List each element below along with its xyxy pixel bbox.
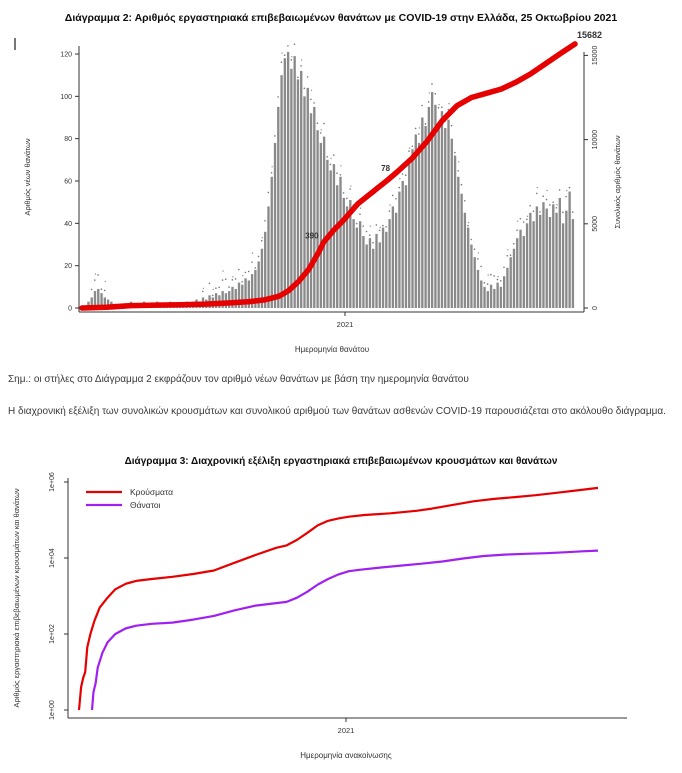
bar-value-speck — [379, 230, 381, 232]
bar-value-speck — [212, 295, 214, 297]
bar-value-speck — [252, 252, 253, 253]
bar — [513, 249, 515, 308]
bar-value-speck — [321, 129, 322, 130]
bar — [346, 206, 348, 308]
chart3-legend-group — [86, 487, 173, 510]
bar-value-speck — [277, 96, 279, 98]
bar — [562, 223, 564, 308]
chart3-xtick-label: 2021 — [337, 726, 355, 735]
bar — [385, 232, 387, 308]
bar — [523, 236, 525, 308]
bar-value-speck — [457, 170, 459, 172]
bar — [519, 230, 521, 308]
bar-value-speck — [418, 133, 420, 135]
bar-value-speck — [261, 240, 263, 242]
chart2-ylabel-right: Συνολικός αριθμός θανάτων — [613, 135, 622, 229]
chart3-ylabel: Αριθμός εργαστηριακά επιβεβαιωμένων κρουσμάτων και θανάτων — [12, 488, 21, 708]
bar-value-speck — [526, 219, 528, 221]
bar-value-speck — [537, 187, 538, 188]
bar-value-speck — [97, 274, 99, 276]
chart3-y-tick-label: 1e+06 — [49, 472, 56, 492]
bar-value-speck — [101, 288, 103, 290]
bar — [411, 149, 413, 308]
bar — [444, 128, 446, 308]
bar — [395, 213, 397, 308]
bar-value-speck — [232, 276, 233, 277]
bar-value-speck — [274, 135, 276, 137]
chart2-left-tick-label: 80 — [64, 136, 72, 144]
chart2-left-tick-label: 60 — [64, 178, 72, 186]
bar — [477, 270, 479, 308]
bar-value-speck — [402, 173, 404, 175]
bar — [264, 232, 266, 308]
bar — [500, 287, 502, 308]
bar — [352, 219, 354, 308]
bar-value-speck — [343, 192, 345, 194]
bar-value-speck — [412, 145, 414, 147]
bar-value-speck — [218, 287, 220, 289]
bar-value-speck — [251, 261, 253, 263]
bar-value-speck — [366, 231, 368, 233]
bar — [359, 221, 361, 308]
bar-value-speck — [513, 243, 515, 245]
bar-value-speck — [336, 172, 338, 174]
bar — [510, 257, 512, 308]
bar-value-speck — [225, 278, 227, 280]
bar-value-speck — [431, 83, 433, 85]
bar-value-speck — [235, 278, 237, 280]
bar-value-speck — [467, 225, 469, 227]
bar-value-speck — [559, 189, 561, 191]
bar — [480, 280, 482, 308]
bar-value-speck — [434, 93, 436, 95]
bar — [565, 211, 567, 308]
bar — [372, 249, 374, 308]
bar-value-speck — [350, 185, 351, 186]
bar — [546, 209, 548, 308]
bar-value-speck — [304, 88, 306, 90]
bar-value-speck — [346, 198, 348, 200]
bar — [388, 219, 390, 308]
bar — [362, 236, 364, 308]
bar-value-speck — [209, 283, 211, 285]
bar-value-speck — [517, 220, 518, 221]
bar-value-speck — [441, 106, 443, 108]
bar-value-speck — [356, 223, 358, 225]
bar-value-speck — [326, 156, 328, 158]
bar-value-speck — [549, 204, 551, 206]
paragraph-text: Η διαχρονική εξέλιξη των συνολικών κρουσμάτων και συνολικού αριθμού των θανάτων ασθενών COVID-19 παρουσιάζεται στο ακόλουθο διάγραμμα. — [8, 406, 666, 417]
bar — [438, 122, 440, 308]
bar — [336, 185, 338, 308]
bar — [559, 198, 561, 308]
bar-value-speck — [290, 59, 292, 61]
bar — [464, 213, 466, 308]
bar-value-speck — [516, 229, 518, 231]
bar-value-speck — [542, 195, 544, 197]
bar-value-speck — [451, 125, 453, 127]
bar-value-speck — [503, 266, 505, 268]
bar — [493, 289, 495, 308]
bar — [474, 257, 476, 308]
bar-value-speck — [429, 92, 430, 93]
bar-value-speck — [291, 56, 292, 57]
bar-value-speck — [320, 132, 322, 134]
note-text: Σημ.: οι στήλες στο Διάγραμμα 2 εκφράζουν τον αριθμό νέων θανάτων με βάση την ημερομηνία θανάτου — [8, 374, 469, 385]
series-line — [92, 551, 598, 710]
chart2-left-tick-label: 0 — [68, 305, 72, 313]
bar — [529, 213, 531, 308]
chart3-xlabel: Ημερομηνία ανακοίνωσης — [300, 751, 392, 760]
bar-value-speck — [395, 198, 397, 200]
bar — [323, 137, 325, 308]
bar — [408, 164, 410, 308]
bar-value-speck — [497, 276, 498, 277]
bar — [267, 206, 269, 308]
bar — [333, 164, 335, 308]
bar — [405, 185, 407, 308]
bar-value-speck — [421, 105, 423, 107]
bar-value-speck — [562, 212, 564, 214]
bar — [382, 228, 384, 308]
bar — [506, 268, 508, 308]
bar — [441, 111, 443, 308]
bar-value-speck — [248, 271, 250, 273]
bar-value-speck — [392, 195, 394, 197]
bar-value-speck — [323, 123, 325, 125]
bar-value-speck — [478, 252, 479, 253]
bar-value-speck — [215, 287, 217, 289]
bar — [496, 283, 498, 308]
bar — [483, 287, 485, 308]
bar — [532, 221, 534, 308]
bar-value-speck — [203, 288, 204, 289]
chart3-title: Διάγραμμα 3: Διαχρονική εξέλιξη εργαστηριακά επιβεβαιωμένων κρουσμάτων και θανάτων — [124, 456, 558, 467]
bar-value-speck — [405, 174, 407, 176]
legend-label: Κρούσματα — [130, 487, 174, 497]
bar-value-speck — [284, 54, 286, 56]
bar — [418, 143, 420, 308]
bar — [526, 223, 528, 308]
bar-value-speck — [520, 218, 522, 220]
bar-value-speck — [380, 227, 381, 228]
bar — [415, 134, 417, 308]
chart2-right-tick-label: 15000 — [592, 45, 599, 66]
bar-value-speck — [271, 172, 273, 174]
bar-value-speck — [362, 225, 364, 227]
bar-value-speck — [438, 104, 439, 105]
bar-value-speck — [232, 279, 234, 281]
bar-value-speck — [565, 196, 567, 198]
bar-value-speck — [340, 174, 342, 176]
legend-label: Θάνατοι — [130, 500, 161, 510]
bar-value-speck — [533, 210, 535, 212]
bar-value-speck — [222, 270, 223, 271]
bar-value-speck — [569, 187, 571, 189]
bar-value-speck — [506, 255, 508, 257]
bar-value-speck — [488, 274, 489, 275]
bar — [536, 206, 538, 308]
chart2-ylabel-left: Αριθμός νέων θανάτων — [23, 138, 32, 216]
bar-value-speck — [490, 274, 492, 276]
bar — [451, 139, 453, 308]
bar-value-speck — [310, 98, 312, 100]
bar-value-speck — [507, 249, 508, 250]
bar-value-speck — [461, 184, 463, 186]
bar-value-speck — [300, 65, 302, 67]
bar-value-speck — [254, 267, 256, 269]
bar — [280, 75, 282, 308]
bar — [460, 194, 462, 308]
bar-value-speck — [271, 166, 272, 167]
chart2-bars-group — [84, 43, 574, 308]
chart3-y-tick-label: 1e+02 — [49, 624, 56, 644]
chart2-title: Διάγραμμα 2: Αριθμός εργαστηριακά επιβεβαιωμένων θανάτων με COVID-19 στην Ελλάδα, 25 Οκτωβρίου 2021 — [64, 12, 618, 24]
bar — [542, 202, 544, 308]
chart3-y-tick-label: 1e+04 — [49, 548, 56, 568]
bar-value-speck — [546, 190, 547, 191]
bar — [568, 192, 570, 308]
bar — [503, 276, 505, 308]
bar-value-speck — [376, 224, 378, 226]
chart2-left-tick-label: 120 — [60, 51, 72, 59]
bar-value-speck — [529, 205, 531, 207]
bar-value-speck — [527, 216, 528, 217]
bar-value-speck — [104, 290, 106, 292]
bar-value-speck — [333, 154, 335, 156]
bar-value-speck — [389, 210, 391, 212]
series-line — [79, 488, 598, 710]
bar-value-speck — [385, 226, 387, 228]
bar-value-speck — [94, 279, 96, 281]
bar — [379, 242, 381, 308]
bar-value-speck — [258, 256, 260, 258]
bar-value-speck — [399, 178, 400, 179]
bar — [431, 92, 433, 308]
bar-value-speck — [539, 211, 541, 213]
bar-value-speck — [281, 52, 282, 53]
bar-value-speck — [474, 248, 476, 250]
bar — [516, 238, 518, 308]
bar-value-speck — [389, 204, 390, 205]
bar — [320, 143, 322, 308]
bar — [271, 177, 273, 308]
bar-value-speck — [264, 220, 266, 222]
bar-value-speck — [552, 201, 554, 203]
bar-value-speck — [245, 272, 247, 274]
bar — [555, 213, 557, 308]
bar — [402, 181, 404, 308]
chart2-left-tick-label: 100 — [60, 93, 72, 101]
bar-value-speck — [360, 208, 361, 209]
bar — [343, 198, 345, 308]
bar — [274, 143, 276, 308]
bar-value-speck — [313, 102, 315, 104]
bar-value-speck — [317, 122, 319, 124]
bar — [313, 107, 315, 308]
bar-value-speck — [425, 123, 427, 125]
bar — [375, 234, 377, 308]
chart3-series-group — [79, 488, 598, 710]
bar — [470, 245, 472, 309]
annotation-label: 390 — [305, 231, 319, 241]
bar — [398, 192, 400, 308]
chart2-right-tick-label: 0 — [592, 306, 599, 310]
bar-value-speck — [241, 281, 243, 283]
bar-value-speck — [556, 207, 558, 209]
bar-value-speck — [340, 165, 341, 166]
bar-value-speck — [228, 286, 230, 288]
bar-value-speck — [369, 234, 371, 236]
bar — [339, 177, 341, 308]
bar-value-speck — [438, 107, 440, 109]
chart2-xtick-label: 2021 — [336, 320, 354, 329]
bar-value-speck — [349, 188, 351, 190]
bar-value-speck — [382, 225, 384, 227]
bar — [316, 130, 318, 308]
bar — [572, 219, 574, 308]
bar-value-speck — [222, 279, 224, 281]
bar-value-speck — [238, 269, 240, 271]
chart3-y-tick-label: 1e+00 — [49, 700, 56, 720]
bar-value-speck — [470, 239, 472, 241]
bar-value-speck — [262, 237, 263, 238]
bar — [290, 69, 292, 308]
bar — [369, 238, 371, 308]
bar — [539, 215, 541, 308]
bar — [549, 217, 551, 308]
bar — [297, 79, 299, 308]
bar-value-speck — [294, 43, 296, 45]
annotation-label: 15682 — [576, 29, 602, 40]
bar — [552, 204, 554, 308]
bar — [467, 228, 469, 308]
bar-value-speck — [281, 61, 283, 63]
bar-value-speck — [487, 283, 489, 285]
bar — [424, 126, 426, 308]
bar-value-speck — [330, 164, 332, 166]
bar — [356, 228, 358, 308]
bar — [293, 56, 295, 308]
bar-value-speck — [370, 225, 371, 226]
bar-value-speck — [105, 281, 106, 282]
bar — [310, 113, 312, 308]
bar-value-speck — [408, 150, 410, 152]
annotation-label: 78 — [381, 163, 391, 173]
bar-value-speck — [95, 273, 96, 274]
bar — [330, 170, 332, 308]
bar-value-speck — [268, 192, 270, 194]
bar-value-speck — [493, 275, 495, 277]
chart2-xlabel: Ημερομηνία θανάτου — [294, 345, 370, 354]
bar-value-speck — [572, 211, 574, 213]
bar-value-speck — [464, 200, 466, 202]
bar-value-speck — [419, 127, 420, 128]
bar-value-speck — [510, 254, 512, 256]
bar — [457, 177, 459, 308]
bar — [366, 245, 368, 309]
bar-value-speck — [448, 103, 449, 104]
bar-value-speck — [484, 282, 486, 284]
bar-value-speck — [301, 59, 302, 60]
bar-value-speck — [468, 222, 469, 223]
bar — [392, 206, 394, 308]
bar-value-speck — [415, 128, 417, 130]
bar-value-speck — [307, 76, 309, 78]
bar-value-speck — [242, 275, 243, 276]
bar-value-speck — [480, 266, 482, 268]
bar-value-speck — [202, 291, 204, 293]
bar — [487, 291, 489, 308]
bar-value-speck — [409, 147, 410, 148]
bar-value-speck — [213, 289, 214, 290]
bar-value-speck — [546, 199, 548, 201]
bar — [277, 107, 279, 308]
bar-value-speck — [566, 190, 567, 191]
bar-value-speck — [372, 242, 374, 244]
bar-value-speck — [500, 280, 502, 282]
bar-value-speck — [287, 45, 289, 47]
bar-value-speck — [311, 90, 312, 91]
bar-value-speck — [398, 187, 400, 189]
bar-value-speck — [536, 193, 538, 195]
chart2-right-tick-label: 5000 — [592, 216, 599, 232]
bar-value-speck — [297, 77, 299, 79]
bar-value-speck — [91, 289, 93, 291]
bar-value-speck — [454, 152, 456, 154]
bar-value-speck — [497, 279, 499, 281]
bar-value-speck — [556, 204, 557, 205]
chart2-left-tick-label: 40 — [64, 220, 72, 228]
bar-value-speck — [477, 258, 479, 260]
bar — [454, 156, 456, 308]
bar — [490, 285, 492, 308]
chart2-left-tick-label: 20 — [64, 263, 72, 271]
bar — [287, 52, 289, 308]
bar-value-speck — [428, 101, 430, 103]
bar — [300, 71, 302, 308]
chart2-right-tick-label: 10000 — [592, 129, 599, 150]
bar — [284, 58, 286, 308]
bar-value-speck — [330, 158, 331, 159]
bar — [447, 120, 449, 308]
bar-value-speck — [523, 221, 525, 223]
bar-value-speck — [359, 213, 361, 215]
bar-value-speck — [458, 161, 459, 162]
